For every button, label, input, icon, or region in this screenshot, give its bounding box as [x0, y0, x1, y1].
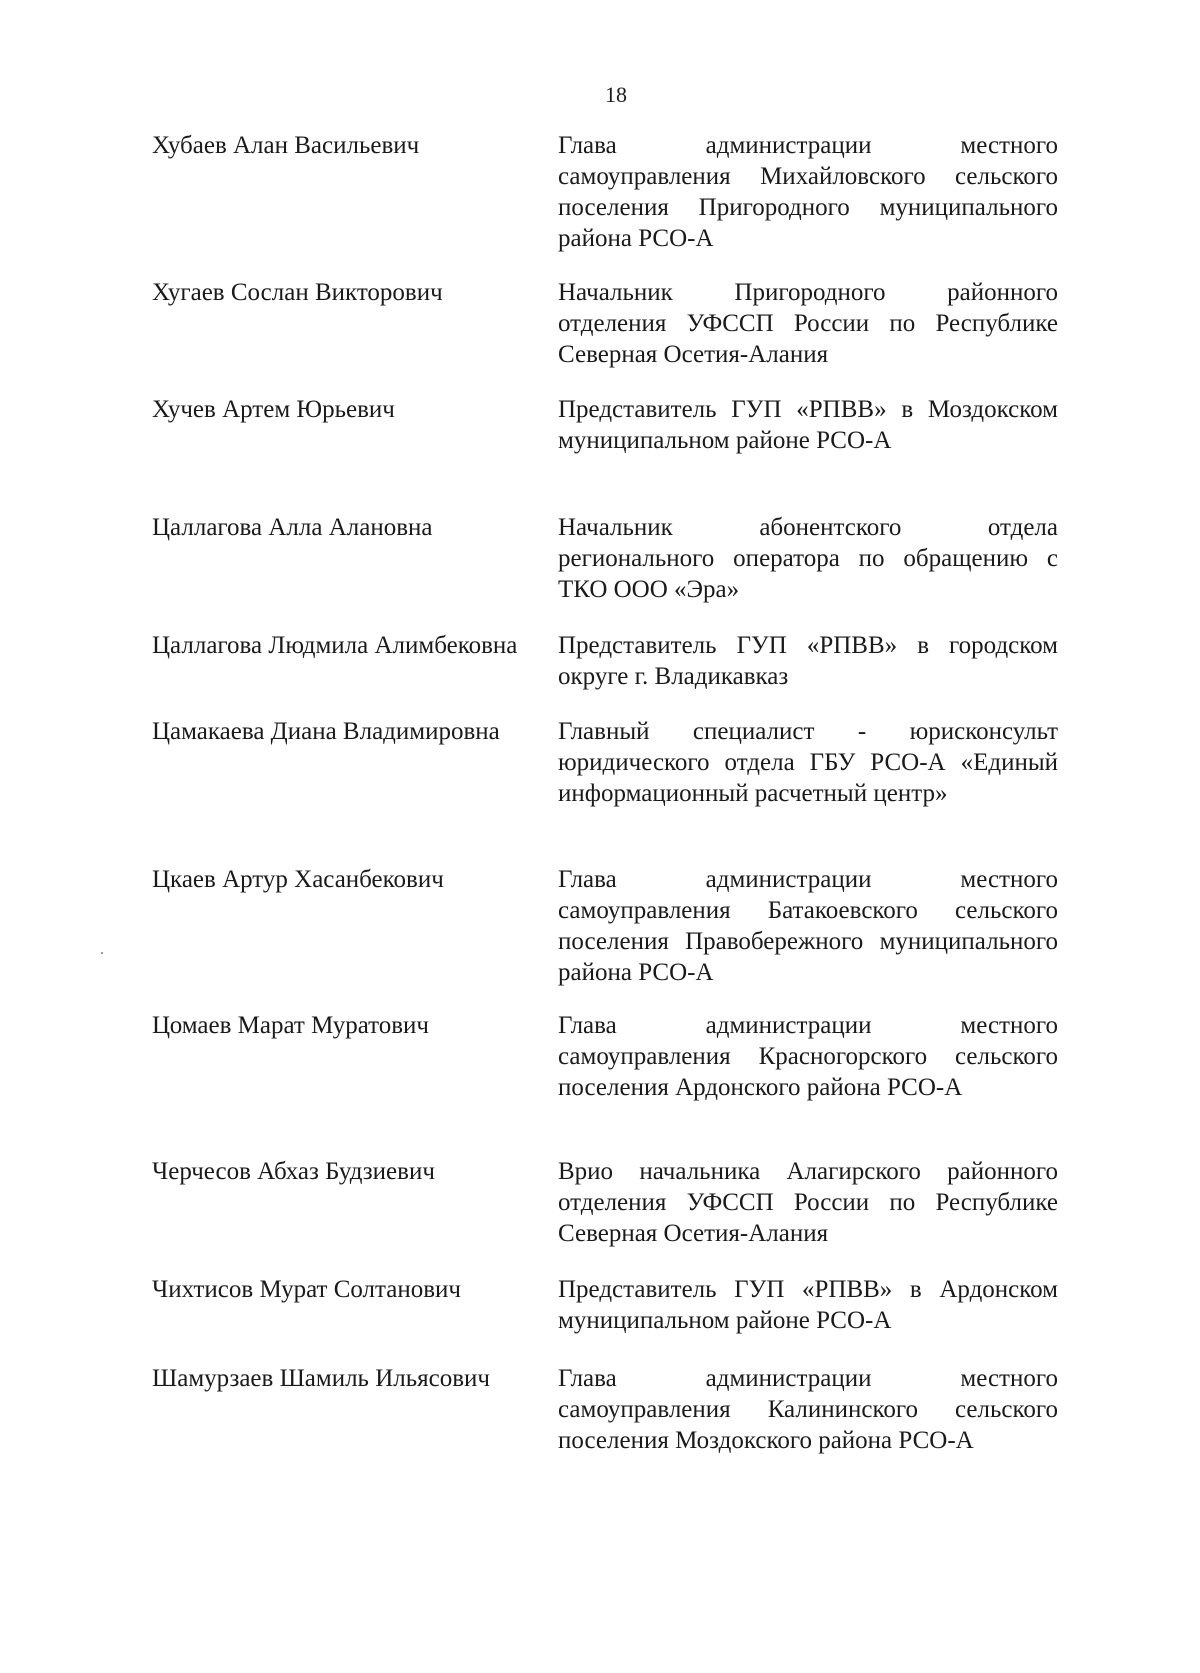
member-role: Врио начальника Алагирского районного отделения УФССП России по Республике Северная Осетия-Алания [558, 1158, 1058, 1247]
page-number: 18 [605, 82, 627, 107]
member-name: Цамакаева Диана Владимировна [152, 718, 500, 745]
member-name: Цаллагова Алла Алановна [152, 514, 433, 541]
member-role: Начальник абонентского отдела регионального оператора по обращению с ТКО ООО «Эра» [558, 514, 1058, 603]
member-name: Цкаев Артур Хасанбекович [152, 866, 444, 893]
member-name: Цомаев Марат Муратович [152, 1012, 430, 1039]
member-role: Главный специалист - юрисконсульт юридического отдела ГБУ РСО-А «Единый информационный расчетный центр» [558, 718, 1058, 807]
member-name: Черчесов Абхаз Будзиевич [152, 1158, 435, 1185]
member-name: Цаллагова Людмила Алимбековна [152, 632, 518, 659]
member-role: Представитель ГУП «РПВВ» в Моздокском муниципальном районе РСО-А [558, 396, 1058, 454]
member-role: Глава администрации местного самоуправления Красногорского сельского поселения Ардонского района РСО-А [558, 1012, 1058, 1101]
scan-speck [101, 952, 103, 954]
member-name: Хугаев Сослан Викторович [152, 279, 443, 306]
member-role: Глава администрации местного самоуправления Калининского сельского поселения Моздокского района РСО-А [558, 1365, 1058, 1454]
member-name: Чихтисов Мурат Солтанович [152, 1276, 461, 1303]
member-role: Представитель ГУП «РПВВ» в Ардонском муниципальном районе РСО-А [558, 1276, 1058, 1334]
member-name: Хучев Артем Юрьевич [152, 396, 395, 423]
member-role: Глава администрации местного самоуправления Михайловского сельского поселения Пригородного муниципального района РСО-А [558, 132, 1058, 252]
member-role: Глава администрации местного самоуправления Батакоевского сельского поселения Правобережного муниципального района РСО-А [558, 866, 1058, 986]
member-role: Начальник Пригородного районного отделения УФССП России по Республике Северная Осетия-Алания [558, 279, 1058, 368]
member-name: Шамурзаев Шамиль Ильясович [152, 1365, 490, 1392]
member-name: Хубаев Алан Васильевич [152, 132, 420, 159]
member-role: Представитель ГУП «РПВВ» в городском округе г. Владикавказ [558, 632, 1058, 690]
